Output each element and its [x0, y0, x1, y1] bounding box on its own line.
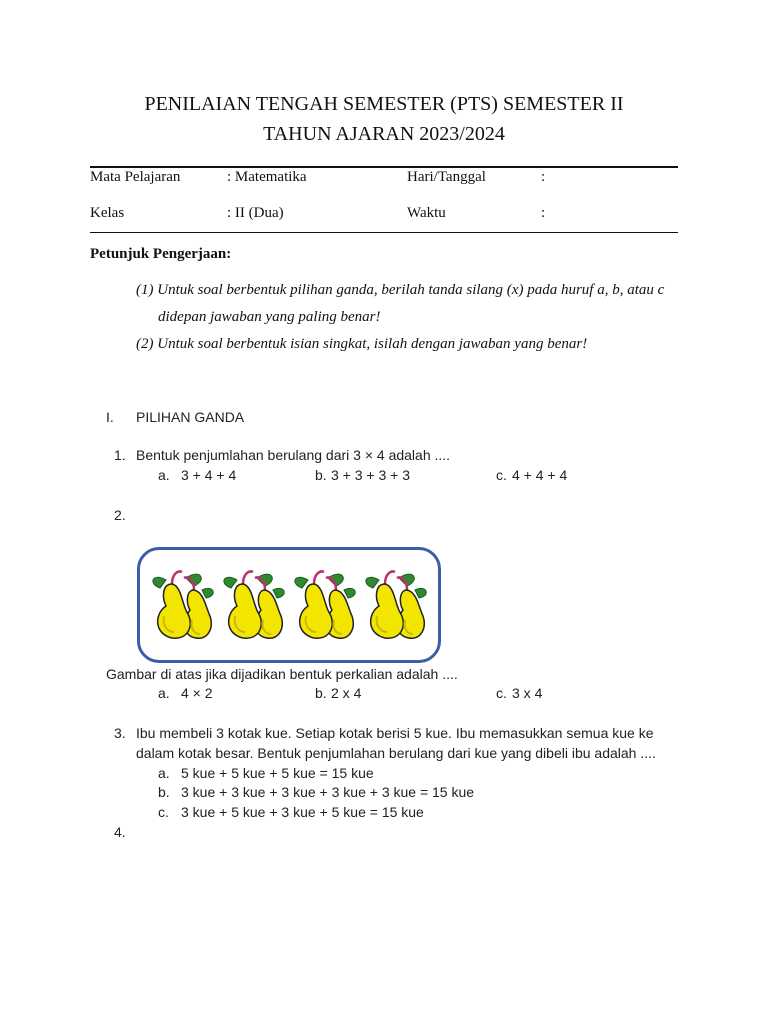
question-1-option-a-text: 3 + 4 + 4	[181, 467, 237, 483]
time-value: :	[541, 205, 546, 221]
question-3-text-continued: dalam kotak besar. Bentuk penjumlahan berulang dari kue yang dibeli ibu adalah ....	[136, 745, 656, 761]
info-top-rule	[90, 166, 678, 168]
question-3-number: 3.	[114, 725, 126, 741]
pear-groups-icon	[140, 550, 438, 660]
subject-label: Mata Pelajaran	[90, 169, 181, 185]
question-1-option-b-letter: b.	[315, 467, 327, 483]
instructions-heading: Petunjuk Pengerjaan:	[90, 246, 232, 262]
question-2-text: Gambar di atas jika dijadikan bentuk perkalian adalah ....	[106, 666, 458, 682]
day-label: Hari/Tanggal	[407, 169, 486, 185]
question-3-option-b-text: 3 kue + 3 kue + 3 kue + 3 kue + 3 kue = 15 kue	[181, 784, 475, 800]
time-label: Waktu	[407, 205, 446, 221]
question-2-option-c-text: 3 x 4	[512, 685, 543, 701]
question-1-number: 1.	[114, 447, 126, 463]
question-3-option-c-letter: c.	[158, 804, 169, 820]
question-2-option-b-text: 2 x 4	[331, 685, 362, 701]
instruction-item-1-continued: didepan jawaban yang paling benar!	[158, 309, 381, 325]
pear-groups-image	[137, 547, 441, 663]
class-label: Kelas	[90, 205, 125, 221]
question-2-option-c-letter: c.	[496, 685, 507, 701]
question-3-text: Ibu membeli 3 kotak kue. Setiap kotak berisi 5 kue. Ibu memasukkan semua kue ke	[136, 725, 654, 741]
section-number: I.	[106, 409, 114, 425]
page-subtitle: TAHUN AJARAN 2023/2024	[263, 123, 505, 145]
question-1-option-b-text: 3 + 3 + 3 + 3	[331, 467, 411, 483]
question-3-option-c-text: 3 kue + 5 kue + 3 kue + 5 kue = 15 kue	[181, 804, 424, 820]
question-1-option-c-text: 4 + 4 + 4	[512, 467, 568, 483]
question-3-option-b-letter: b.	[158, 784, 170, 800]
question-2-number: 2.	[114, 507, 126, 523]
question-2-option-a-letter: a.	[158, 685, 170, 701]
page-title: PENILAIAN TENGAH SEMESTER (PTS) SEMESTER II	[144, 93, 624, 115]
question-2-option-a-text: 4 × 2	[181, 685, 213, 701]
subject-value: : Matematika	[227, 169, 307, 185]
question-4-number: 4.	[114, 824, 126, 840]
instruction-item-2: (2) Untuk soal berbentuk isian singkat, isilah dengan jawaban yang benar!	[136, 336, 588, 352]
question-1-text: Bentuk penjumlahan berulang dari 3 × 4 adalah ....	[136, 447, 451, 463]
question-3-option-a-text: 5 kue + 5 kue + 5 kue = 15 kue	[181, 765, 374, 781]
question-1-option-c-letter: c.	[496, 467, 507, 483]
question-3-option-a-letter: a.	[158, 765, 170, 781]
instruction-item-1: (1) Untuk soal berbentuk pilihan ganda, berilah tanda silang (x) pada huruf a, b, atau c	[136, 282, 665, 298]
info-bottom-rule	[90, 232, 678, 233]
class-value: : II (Dua)	[227, 205, 284, 221]
question-1-option-a-letter: a.	[158, 467, 170, 483]
section-title: PILIHAN GANDA	[136, 409, 245, 425]
question-2-option-b-letter: b.	[315, 685, 327, 701]
day-value: :	[541, 169, 546, 185]
